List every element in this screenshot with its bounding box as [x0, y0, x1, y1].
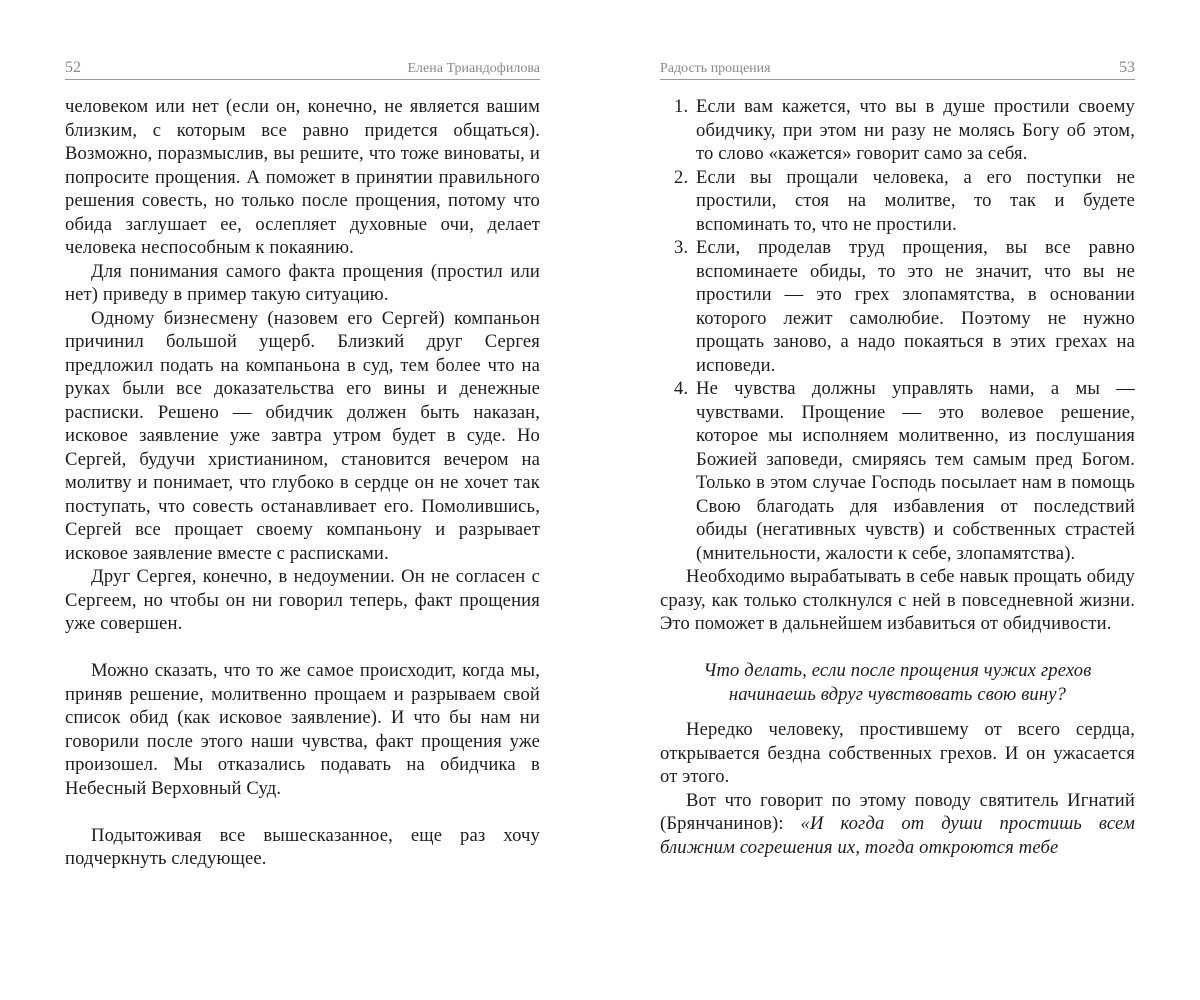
spacer [65, 636, 540, 660]
paragraph-text: Вот что говорит по этому поводу святитель Игнатий (Брянчанинов): [660, 789, 1135, 834]
section-subheading: Что делать, если после прощения чужих грехов начинаешь вдруг чувствовать свою вину? [703, 660, 1092, 705]
list-item-text: Если вам кажется, что вы в душе простили своему обидчику, при этом ни разу не молясь Богу об этом, то слово «кажется» говорит само за себя. [696, 96, 1135, 164]
list-marker: 1. [674, 96, 689, 117]
spacer [660, 636, 1135, 660]
running-head-left [65, 55, 540, 80]
list-item [674, 95, 1135, 166]
paragraph [660, 789, 1135, 860]
quotation: «И когда от души простишь всем ближним согрешения их, тогда откроются тебе [660, 813, 1135, 858]
paragraph: Необходимо вырабатывать в себе навык прощать обиду сразу, как только столкнулся с ней в повседневной жизни. Это поможет в дальнейшем избавиться от обидчивости. [660, 566, 1135, 634]
list-item [674, 377, 1135, 565]
list-item [674, 166, 1135, 237]
paragraph: Для понимания самого факта прощения (простил или нет) приведу в пример такую ситуацию. [65, 260, 540, 305]
paragraph: Друг Сергея, конечно, в недоумении. Он не согласен с Сергеем, но чтобы он ни говорил теперь, факт прощения уже совершен. [65, 566, 540, 634]
page-number: 53 [1119, 59, 1135, 76]
numbered-list [660, 95, 1135, 565]
list-item-text: Если, проделав труд прощения, вы все равно вспоминаете обиды, то это не значит, что вы не простили — это грех злопамятства, в основании которого лежит самолюбие. Поэтому не нужно прощать заново, а надо покаяться в этих грехах на исповеди. [696, 237, 1135, 376]
left-page-body [65, 95, 540, 871]
list-marker: 2. [674, 166, 689, 188]
list-marker: 4. [674, 378, 689, 399]
list-item-text: Не чувства должны управлять нами, а мы — чувствами. Прощение — это волевое решение, которое мы исполняем молитвенно, из послушания Божией заповеди, смиряясь тем самым пред Богом. Только в этом случае Господь посылает нам в помощь Свою благодать для избавления от последствий обиды (негативных чувств) и собственных страстей (мнительности, жалости к себе, злопамятства). [696, 378, 1135, 564]
right-page-body [660, 95, 1135, 859]
right-page [660, 0, 1135, 1000]
spacer [65, 800, 540, 824]
list-marker: 3. [674, 237, 689, 258]
paragraph: Подытоживая все вышесказанное, еще раз хочу подчеркнуть следующее. [65, 824, 540, 869]
paragraph: Одному бизнесмену (назовем его Сергей) компаньон причинил большой ущерб. Близкий друг Сергея предложил подать на компаньона в суд, тем более что на руках были все доказательства его вины и денежные расписки. Решено — обидчик должен быть наказан, исковое заявление уже завтра утром будет в суде. Но Сергей, будучи христианином, становится вечером на молитву и понимает, что глубоко в сердце он не хочет так поступать, что совесть останавливает его. Помолившись, Сергей все прощает своему компаньону и разрывает исковое заявление вместе с расписками. [65, 307, 540, 564]
page-number: 52 [65, 59, 81, 76]
paragraph: Нередко человеку, простившему от всего сердца, открывается бездна собственных грехов. И он ужасается от этого. [660, 719, 1135, 787]
left-page [65, 0, 540, 1000]
paragraph: человеком или нет (если он, конечно, не является вашим близким, с которым все равно придется общаться). Возможно, поразмыслив, вы решите, что тоже виноваты, и попросите прощения. А поможет в принятии правильного решения совесть, но только после прощения, потому что обида заглушает ее, ослепляет духовные очи, делает человека неспособным к покаянию. [65, 96, 540, 258]
spacer [660, 706, 1135, 718]
list-item [674, 236, 1135, 377]
list-item-text: Если вы прощали человека, а его поступки не простили, стоя на молитве, то так и будете вспоминать то, что не простили. [696, 166, 1135, 235]
running-head-right [660, 55, 1135, 80]
author-name: Елена Триандофилова [407, 61, 540, 76]
chapter-title: Радость прощения [660, 61, 771, 76]
paragraph: Можно сказать, что то же самое происходит, когда мы, приняв решение, молитвенно прощаем и разрываем свой список обид (как исковое заявление). И что бы нам ни говорили после этого наши чувства, факт прощения уже произошел. Мы отказались подавать на обидчика в Небесный Верховный Суд. [65, 660, 540, 799]
